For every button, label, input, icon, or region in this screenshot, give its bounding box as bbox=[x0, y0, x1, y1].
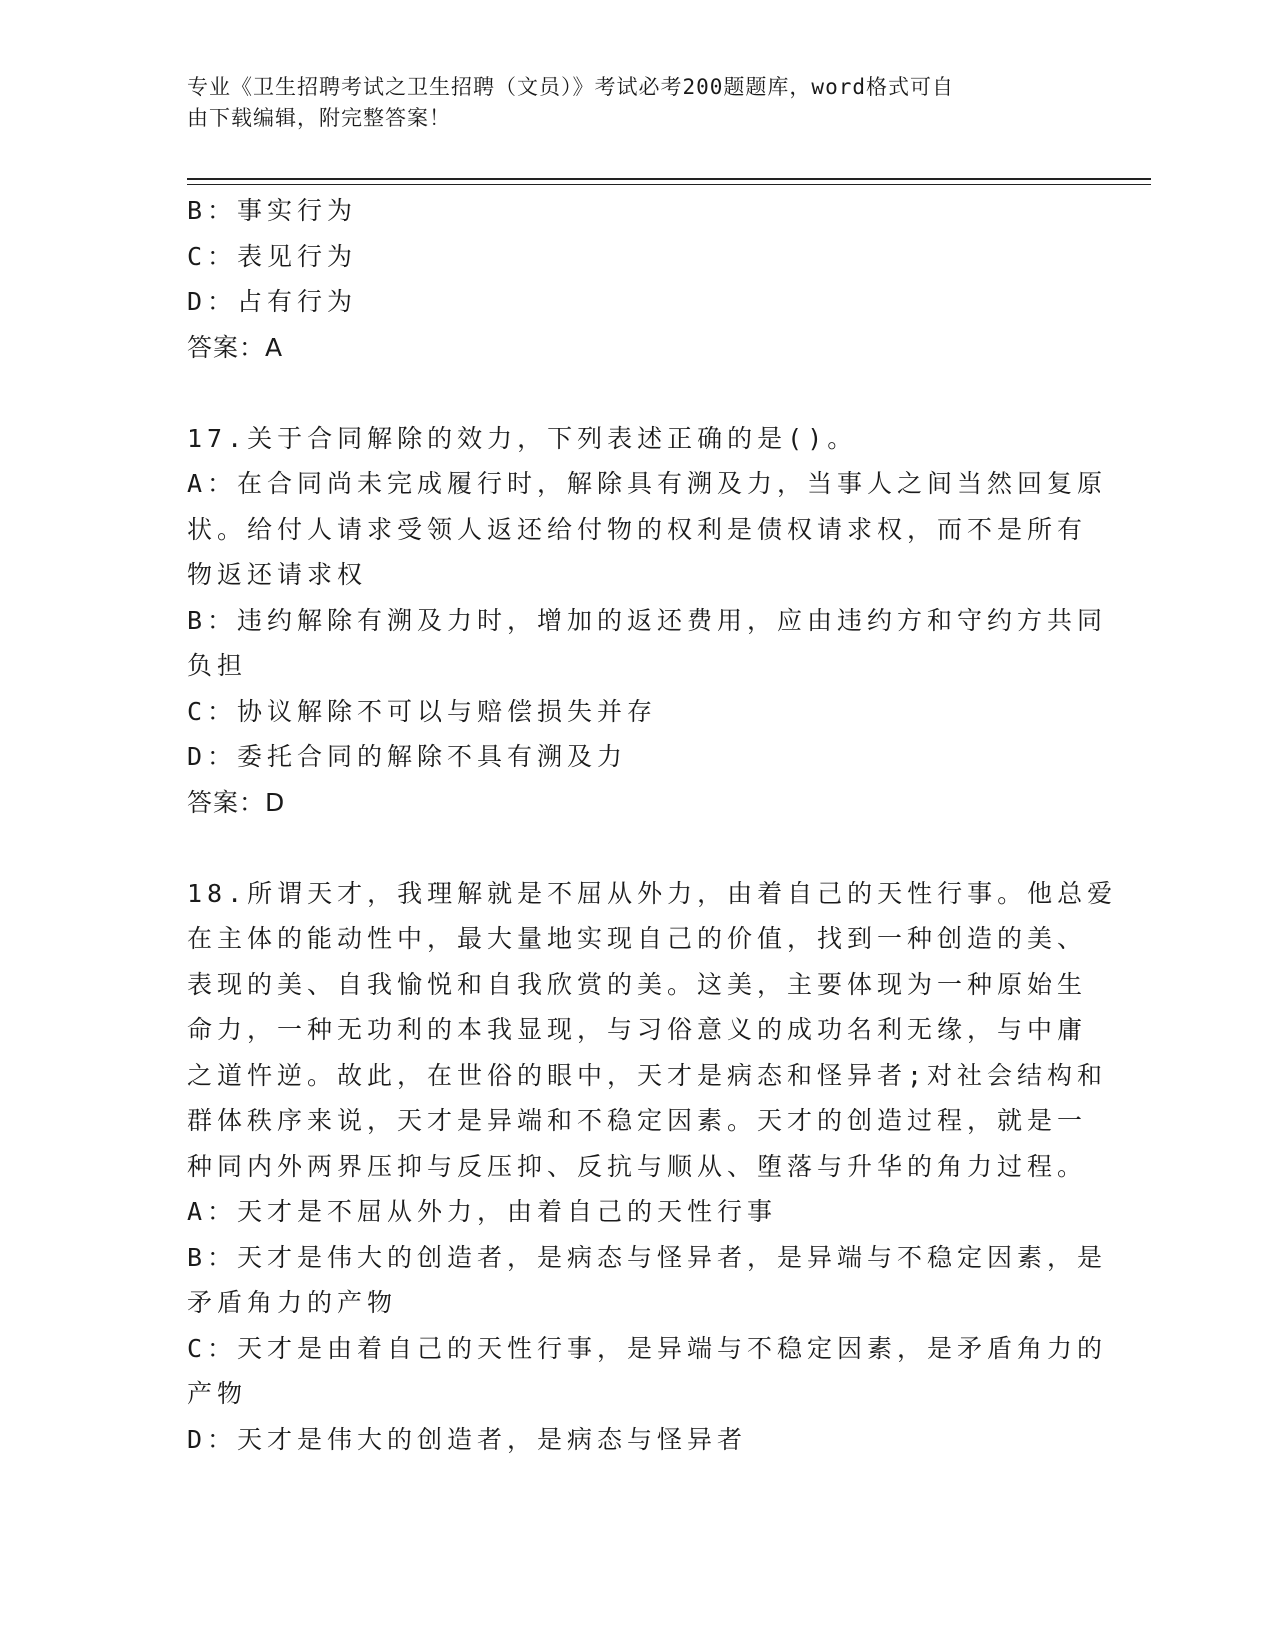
q18-stem-line-1: 18.所谓天才，我理解就是不屈从外力，由着自己的天性行事。他总爱 bbox=[187, 878, 1118, 908]
q18-stem-line-3: 表现的美、自我愉悦和自我欣赏的美。这美，主要体现为一种原始生 bbox=[187, 969, 1088, 999]
q18-stem-line-6: 群体秩序来说，天才是异端和不稳定因素。天才的创造过程，就是一 bbox=[187, 1106, 1088, 1135]
q18-stem-line-4: 命力，一种无功利的本我显现，与习俗意义的成功名利无缘，与中庸 bbox=[187, 1015, 1088, 1044]
q18-option-b-line-1: B：天才是伟大的创造者，是病态与怪异者，是异端与不稳定因素，是 bbox=[187, 1242, 1108, 1272]
question-18 bbox=[187, 871, 1118, 1463]
q16-option-d: D：占有行为 bbox=[187, 287, 358, 316]
header-title-line-1: 专业《卫生招聘考试之卫生招聘（文员）》考试必考200题题库，word格式可自 bbox=[187, 75, 954, 99]
q17-option-a-line-3: 物返还请求权 bbox=[187, 560, 368, 589]
q17-option-b-line-1: B：违约解除有溯及力时，增加的返还费用，应由违约方和守约方共同 bbox=[187, 605, 1108, 635]
q18-option-c-line-1: C：天才是由着自己的天性行事，是异端与不稳定因素，是矛盾角力的 bbox=[187, 1333, 1108, 1363]
spacer bbox=[187, 825, 1067, 871]
q17-option-a-line-2: 状。给付人请求受领人返还给付物的权利是债权请求权，而不是所有 bbox=[187, 514, 1088, 544]
question-17 bbox=[187, 416, 1108, 826]
q16-option-c: C：表见行为 bbox=[187, 241, 358, 271]
q16-answer: 答案：A bbox=[187, 332, 284, 362]
q18-option-b-line-2: 矛盾角力的产物 bbox=[187, 1288, 398, 1317]
header-title-line-2: 由下载编辑，附完整答案！ bbox=[187, 106, 451, 130]
q17-answer: 答案：D bbox=[187, 787, 286, 817]
q17-option-a-line-1: A：在合同尚未完成履行时，解除具有溯及力，当事人之间当然回复原 bbox=[187, 469, 1108, 498]
question-content bbox=[187, 188, 1118, 1462]
q16-option-b: B：事实行为 bbox=[187, 196, 358, 225]
q18-stem-line-5: 之道忤逆。故此，在世俗的眼中，天才是病态和怪异者;对社会结构和 bbox=[187, 1060, 1108, 1090]
q17-option-b-line-2: 负担 bbox=[187, 651, 248, 680]
q17-option-c: C：协议解除不可以与赔偿损失并存 bbox=[187, 696, 658, 726]
q18-stem-line-2: 在主体的能动性中，最大量地实现自己的价值，找到一种创造的美、 bbox=[187, 924, 1088, 953]
q17-option-d: D：委托合同的解除不具有溯及力 bbox=[187, 742, 628, 771]
q18-stem-line-7: 种同内外两界压抑与反压抑、反抗与顺从、堕落与升华的角力过程。 bbox=[187, 1151, 1088, 1181]
spacer bbox=[187, 370, 1067, 416]
q18-option-d: D：天才是伟大的创造者，是病态与怪异者 bbox=[187, 1424, 748, 1454]
header-divider-thick bbox=[187, 178, 1151, 180]
q17-stem: 17.关于合同解除的效力，下列表述正确的是()。 bbox=[187, 423, 858, 453]
question-16-tail bbox=[187, 188, 1067, 370]
q18-option-c-line-2: 产物 bbox=[187, 1379, 248, 1408]
q18-option-a: A：天才是不屈从外力，由着自己的天性行事 bbox=[187, 1197, 778, 1226]
header-divider-thin bbox=[187, 184, 1151, 185]
document-header bbox=[187, 72, 1067, 134]
